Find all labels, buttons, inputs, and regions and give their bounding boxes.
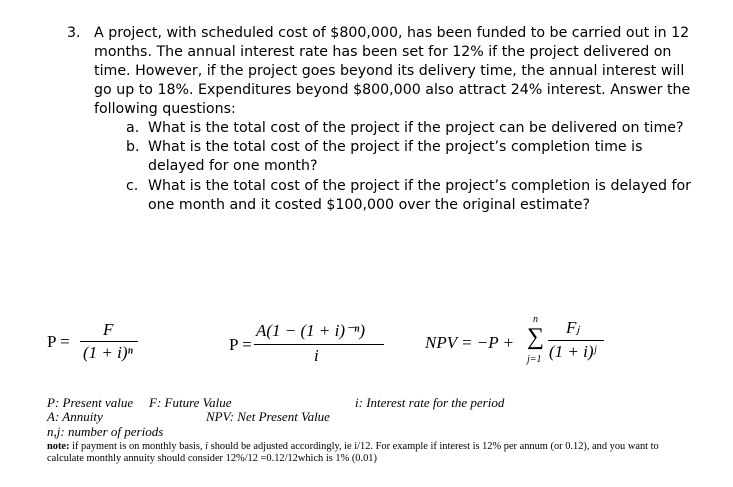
- part-a-text: What is the total cost of the project if the project can be delivered on time?: [148, 120, 684, 136]
- part-c-text-1: What is the total cost of the project if the project’s completion is delayed for: [148, 178, 691, 194]
- note-text-i: i: [205, 441, 209, 452]
- f3-numerator: Fⱼ: [566, 318, 580, 337]
- part-c-letter: c.: [126, 178, 139, 194]
- legend-npv: NPV: Net Present Value: [206, 409, 330, 424]
- f3-sum-symbol: ∑: [527, 324, 545, 350]
- f1-fraction-bar: [80, 341, 138, 342]
- f3-lhs: NPV = −P +: [425, 333, 515, 352]
- f2-denominator: i: [314, 346, 319, 365]
- question-line-1: A project, with scheduled cost of $800,000, has been funded to be carried out in 12: [94, 25, 690, 41]
- note-text-1a: if payment is on monthly basis,: [69, 441, 206, 452]
- part-b-letter: b.: [126, 139, 140, 155]
- note-line-1: [47, 441, 659, 453]
- question-line-4: go up to 18%. Expenditures beyond $800,000 also attract 24% interest. Answer the: [94, 82, 691, 98]
- f3-fraction-bar: [548, 340, 604, 341]
- part-b-text-2: delayed for one month?: [148, 158, 318, 174]
- part-c-text-2: one month and it costed $100,000 over the original estimate?: [148, 197, 591, 213]
- question-line-3: time. However, if the project goes beyond its delivery time, the annual interest will: [94, 63, 685, 79]
- f1-lhs: P =: [47, 332, 70, 351]
- part-a-letter: a.: [126, 120, 140, 136]
- note-text-1b: should be adjusted accordingly, ie i/12. For example if interest is 12% per annum (or 0.12), and you want to: [208, 441, 659, 452]
- f2-numerator: A(1 − (1 + i)⁻ⁿ): [256, 321, 366, 340]
- part-b-text-1: What is the total cost of the project if the project’s completion time is: [148, 139, 643, 155]
- f3-denominator: (1 + i)ʲ: [549, 342, 597, 361]
- f2-fraction-bar: [254, 344, 384, 345]
- question-number: 3.: [67, 25, 81, 41]
- question-line-5: following questions:: [94, 101, 236, 117]
- legend-periods: n,j: number of periods: [47, 424, 164, 439]
- question-line-2: months. The annual interest rate has been set for 12% if the project delivered on: [94, 44, 672, 60]
- legend-future-value: F: Future Value: [149, 395, 232, 410]
- note-label: note:: [47, 441, 70, 452]
- legend-interest-rate: i: Interest rate for the period: [355, 395, 505, 410]
- legend-present-value: P: Present value: [47, 395, 134, 410]
- f3-sum-bottom: j=1: [527, 354, 542, 365]
- f2-lhs: P =: [229, 335, 252, 354]
- legend-annuity: A: Annuity: [47, 409, 103, 424]
- f1-numerator: F: [103, 320, 114, 339]
- f3-sum-top: n: [533, 314, 538, 325]
- note-line-2: calculate monthly annuity should consider 12%/12 =0.12/12which is 1% (0.01): [47, 453, 377, 464]
- f1-denominator: (1 + i)ⁿ: [83, 343, 133, 362]
